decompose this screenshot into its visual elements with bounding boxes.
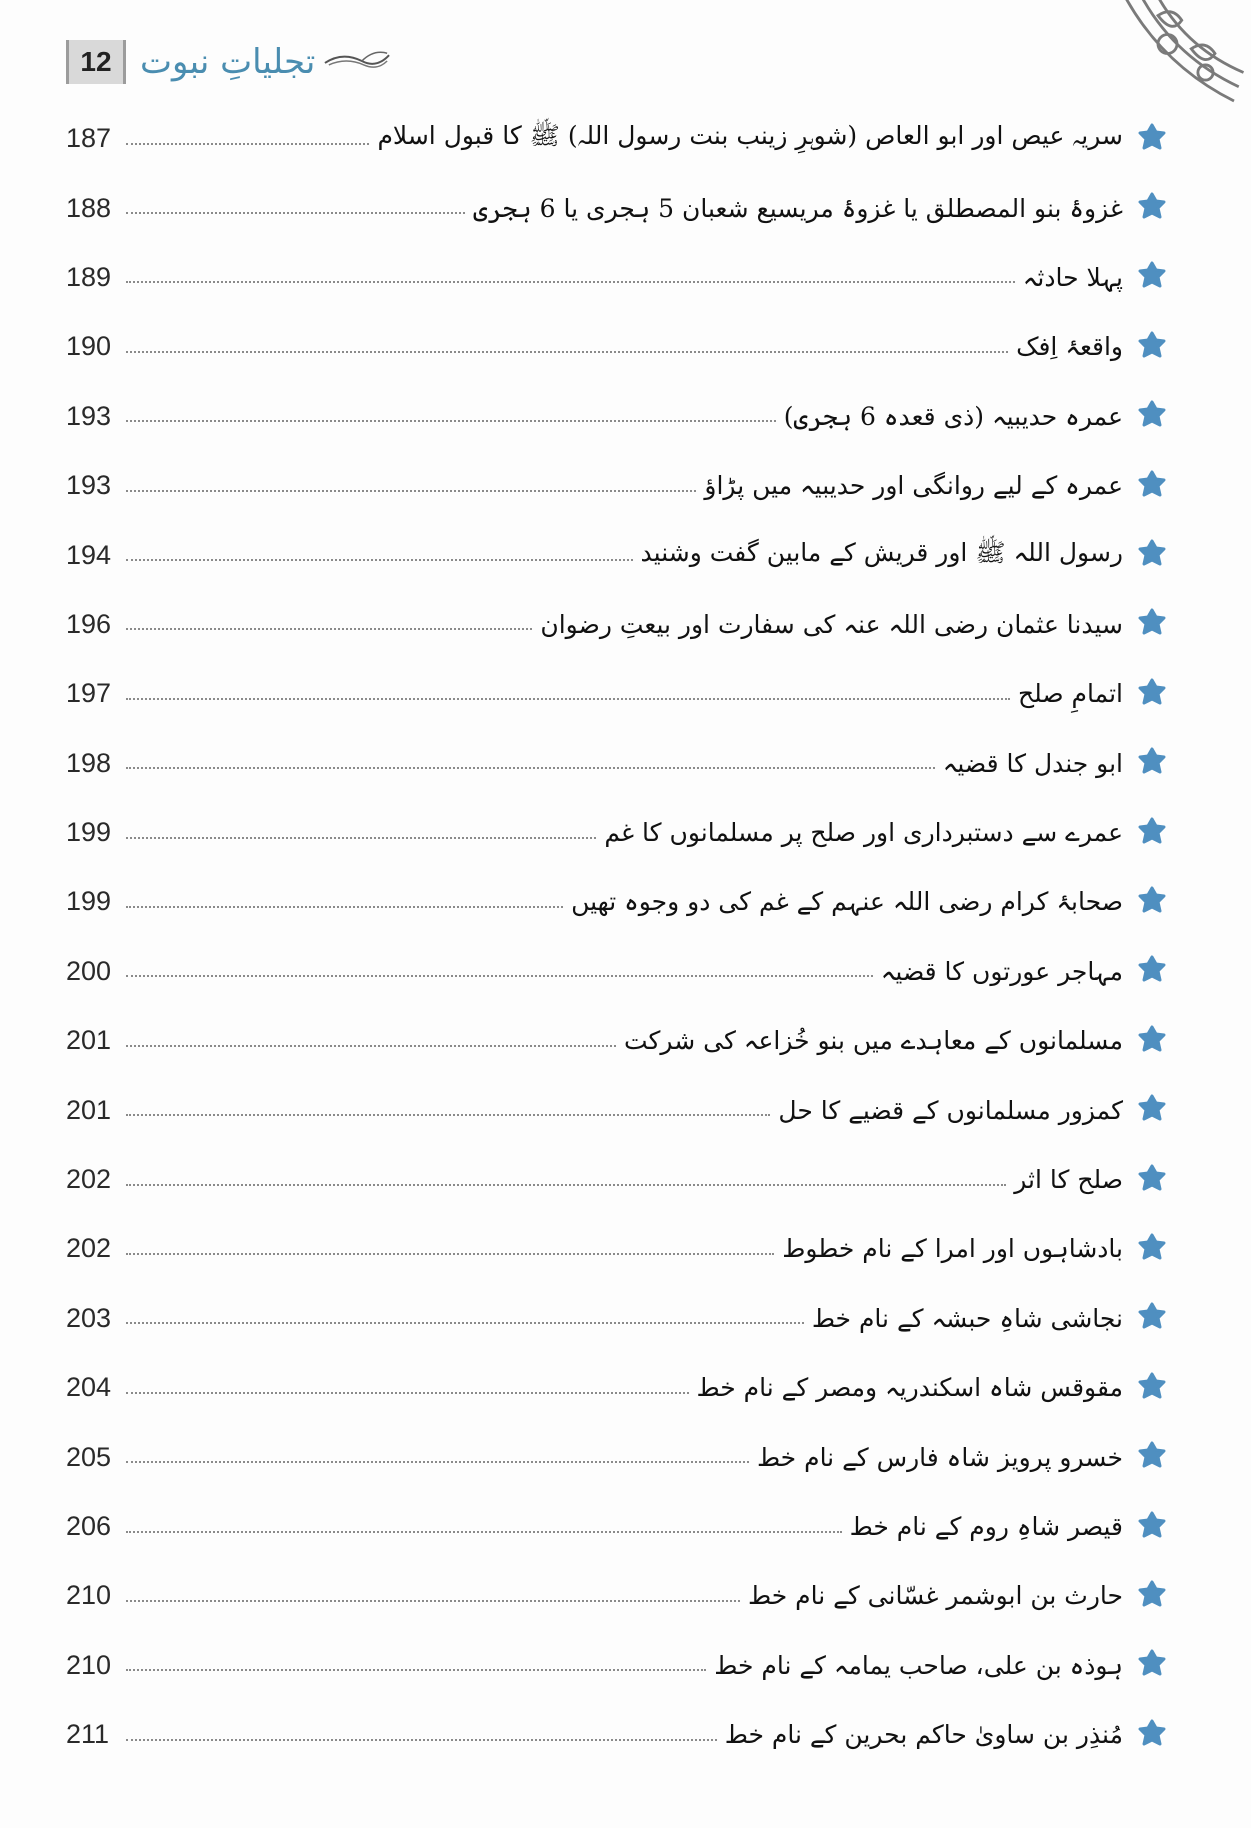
dot-leader [126, 1253, 774, 1255]
toc-entry[interactable] [66, 729, 1171, 798]
toc-entry[interactable] [66, 1631, 1171, 1700]
toc-entry[interactable] [66, 1422, 1171, 1491]
toc-entry-title: مہاجر عورتوں کا قضیہ [880, 956, 1123, 986]
toc-page-number: 210 [66, 1580, 112, 1611]
dot-leader [126, 1531, 842, 1533]
toc-entry-title: عمرہ حدیبیہ (ذی قعدہ 6 ہجری) [783, 401, 1123, 431]
toc-entry-title: عمرے سے دستبرداری اور صلح پر مسلمانوں کا غم [604, 818, 1123, 848]
toc-entry[interactable] [66, 243, 1171, 312]
flower-bullet-icon [1137, 885, 1171, 919]
toc-entry[interactable] [66, 937, 1171, 1006]
flower-bullet-icon [1137, 1371, 1171, 1405]
dot-leader [126, 1600, 740, 1602]
toc-page-number: 202 [66, 1164, 112, 1195]
dot-leader [126, 906, 563, 908]
toc-entry-title: مسلمانوں کے معاہدے میں بنو خُزاعہ کی شرکت [623, 1026, 1123, 1056]
page-number: 12 [66, 40, 126, 84]
toc-page-number: 211 [66, 1719, 110, 1750]
flower-bullet-icon [1137, 1024, 1171, 1058]
toc-page-number: 188 [66, 192, 112, 223]
flower-bullet-icon [1137, 677, 1171, 711]
flower-bullet-icon [1137, 746, 1171, 780]
toc-page-number: 201 [66, 1094, 112, 1125]
toc-entry-title: بادشاہوں اور امرا کے نام خطوط [782, 1234, 1123, 1264]
dot-leader [126, 351, 1008, 353]
book-title: تجلیاتِ نبوت [140, 42, 316, 82]
toc-entry[interactable] [66, 798, 1171, 867]
flower-bullet-icon [1137, 954, 1171, 988]
toc-entry[interactable] [66, 1145, 1171, 1214]
toc-page-number: 199 [66, 817, 112, 848]
toc-entry-title: عمرہ کے لیے روانگی اور حدیبیہ میں پڑاؤ [704, 471, 1123, 501]
toc-page-number: 199 [66, 886, 112, 917]
dot-leader [126, 1184, 1006, 1186]
toc-entry-title: خسرو پرویز شاہ فارس کے نام خط [756, 1442, 1123, 1472]
dot-leader [126, 1461, 749, 1463]
corner-ornament-icon [1101, 0, 1251, 120]
dot-leader [126, 559, 633, 561]
toc-page-number: 193 [66, 400, 112, 431]
toc-page-number: 200 [66, 955, 112, 986]
toc-entry[interactable] [66, 1214, 1171, 1283]
flower-bullet-icon [1137, 399, 1171, 433]
toc-entry-title: مُنذِر بن ساویٰ حاکم بحرین کے نام خط [724, 1720, 1123, 1750]
toc-entry[interactable] [66, 104, 1171, 173]
dot-leader [126, 1114, 770, 1116]
flower-bullet-icon [1137, 816, 1171, 850]
toc-page-number: 204 [66, 1372, 112, 1403]
dot-leader [126, 1392, 689, 1394]
flower-bullet-icon [1137, 1579, 1171, 1613]
dot-leader [126, 767, 935, 769]
toc-page-number: 205 [66, 1441, 112, 1472]
toc-entry-title: کمزور مسلمانوں کے قضیے کا حل [778, 1095, 1123, 1125]
toc-entry[interactable] [66, 312, 1171, 381]
dot-leader [126, 1322, 804, 1324]
toc-page-number: 193 [66, 470, 112, 501]
toc-entry-title: حارث بن ابوشمر غسّانی کے نام خط [748, 1581, 1123, 1611]
toc-entry[interactable] [66, 520, 1171, 589]
toc-entry[interactable] [66, 1353, 1171, 1422]
flower-bullet-icon [1137, 1648, 1171, 1682]
toc-page-number: 203 [66, 1302, 112, 1333]
toc-entry-title: ہوذہ بن علی، صاحب یمامہ کے نام خط [714, 1650, 1123, 1680]
toc-entry[interactable] [66, 1492, 1171, 1561]
toc-entry[interactable] [66, 173, 1171, 242]
dot-leader [126, 1045, 616, 1047]
toc-page-number: 198 [66, 747, 112, 778]
toc-entry-title: سریہ عیص اور ابو العاص (شوہرِ زینب بنت رسول اللہ) ﷺ کا قبول اسلام [377, 121, 1123, 151]
toc-entry-title: واقعۂ اِفک [1016, 332, 1123, 362]
toc-entry-title: غزوۂ بنو المصطلق یا غزوۂ مریسیع شعبان 5 ہجری یا 6 ہجری [473, 193, 1123, 223]
toc-entry[interactable] [66, 1561, 1171, 1630]
toc-page-number: 187 [66, 123, 112, 154]
page-header [66, 40, 391, 84]
toc-entry[interactable] [66, 1700, 1171, 1769]
dot-leader [126, 212, 465, 214]
flower-bullet-icon [1137, 1440, 1171, 1474]
toc-entry-title: مقوقس شاہ اسکندریہ ومصر کے نام خط [696, 1373, 1123, 1403]
dot-leader [126, 420, 776, 422]
toc-entry[interactable] [66, 867, 1171, 936]
dot-leader [126, 837, 596, 839]
toc-page-number: 202 [66, 1233, 112, 1264]
dot-leader [126, 281, 1015, 283]
flower-bullet-icon [1137, 1510, 1171, 1544]
toc-entry[interactable] [66, 590, 1171, 659]
flower-bullet-icon [1137, 330, 1171, 364]
toc-page-number: 197 [66, 678, 112, 709]
toc-entry-title: ابو جندل کا قضیہ [942, 748, 1123, 778]
dot-leader [126, 1669, 706, 1671]
toc-entry[interactable] [66, 382, 1171, 451]
toc-entry-title: نجاشی شاہِ حبشہ کے نام خط [811, 1303, 1123, 1333]
toc-entry[interactable] [66, 451, 1171, 520]
swash-ornament-icon [323, 47, 391, 77]
toc-entry-title: پہلا حادثہ [1022, 262, 1123, 292]
toc-entry-title: صلح کا اثر [1014, 1165, 1123, 1195]
toc-page-number: 190 [66, 331, 112, 362]
toc-page-number: 194 [66, 539, 112, 570]
table-of-contents [66, 104, 1171, 1769]
flower-bullet-icon [1137, 538, 1171, 572]
flower-bullet-icon [1137, 1163, 1171, 1197]
flower-bullet-icon [1137, 607, 1171, 641]
toc-entry-title: اتمامِ صلح [1017, 679, 1123, 709]
dot-leader [126, 698, 1010, 700]
dot-leader [126, 628, 532, 630]
flower-bullet-icon [1137, 260, 1171, 294]
toc-page-number: 189 [66, 261, 112, 292]
toc-entry-title: رسول اللہ ﷺ اور قریش کے مابین گفت وشنید [640, 537, 1123, 567]
flower-bullet-icon [1137, 1718, 1171, 1752]
dot-leader [126, 490, 696, 492]
toc-entry[interactable] [66, 1075, 1171, 1144]
toc-page-number: 210 [66, 1649, 112, 1680]
flower-bullet-icon [1137, 1301, 1171, 1335]
toc-page-number: 201 [66, 1025, 112, 1056]
flower-bullet-icon [1137, 1232, 1171, 1266]
toc-entry[interactable] [66, 1006, 1171, 1075]
flower-bullet-icon [1137, 469, 1171, 503]
flower-bullet-icon [1137, 1093, 1171, 1127]
toc-page-number: 206 [66, 1511, 112, 1541]
toc-page-number: 196 [66, 608, 112, 639]
toc-entry-title: سیدنا عثمان رضی اللہ عنہ کی سفارت اور بیعتِ رضوان [540, 609, 1123, 639]
flower-bullet-icon [1137, 122, 1171, 156]
flower-bullet-icon [1137, 191, 1171, 225]
toc-entry[interactable] [66, 1284, 1171, 1353]
toc-entry[interactable] [66, 659, 1171, 728]
toc-entry-title: قیصر شاہِ روم کے نام خط [849, 1512, 1123, 1541]
dot-leader [126, 975, 873, 977]
toc-entry-title: صحابۂ کرام رضی اللہ عنہم کے غم کی دو وجوہ تھیں [571, 887, 1123, 917]
dot-leader [126, 143, 369, 145]
dot-leader [126, 1739, 717, 1741]
